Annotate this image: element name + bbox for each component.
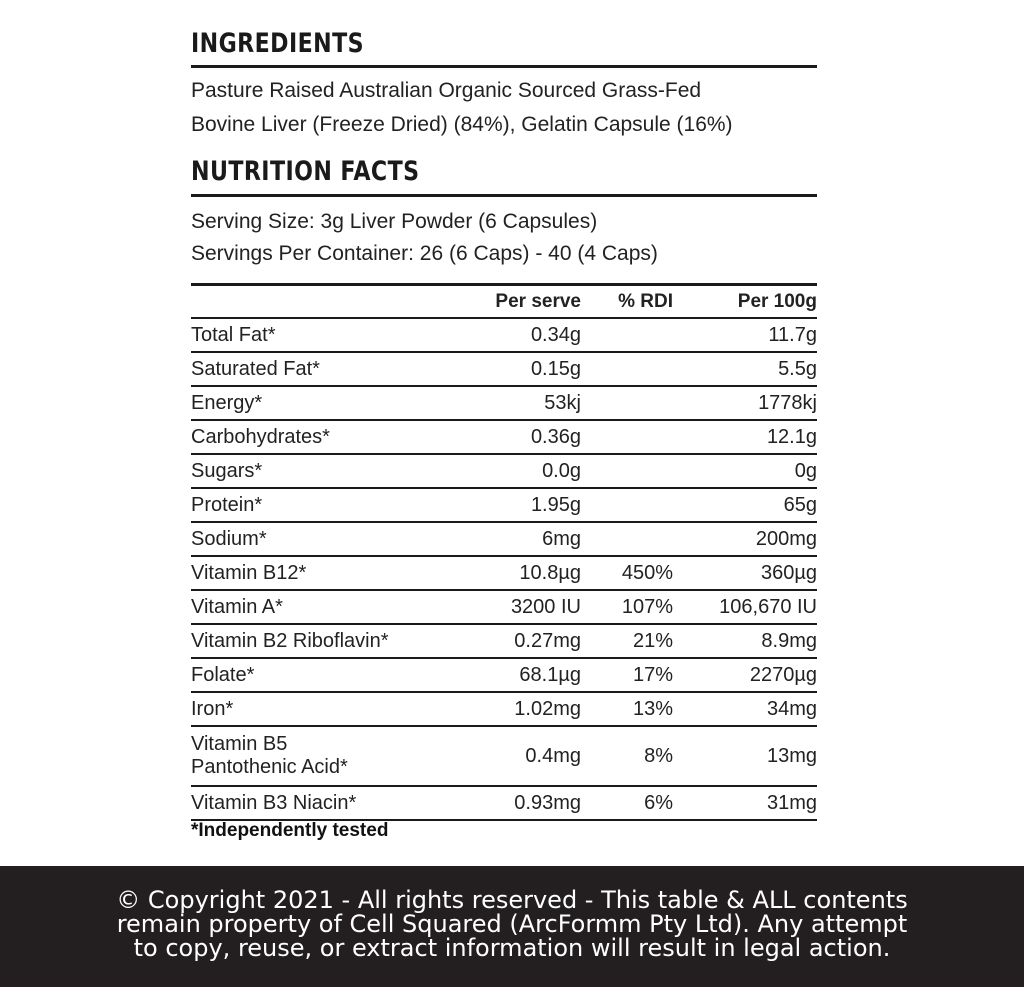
- per-100g-value: 12.1g: [673, 420, 817, 454]
- nutrient-name: Total Fat*: [191, 318, 471, 352]
- per-serve-value: 0.93mg: [471, 786, 581, 820]
- per-100g-value: 200mg: [673, 522, 817, 556]
- nutrition-table: [191, 287, 817, 821]
- copyright-line: remain property of Cell Squared (ArcFormm Pty Ltd). Any attempt: [116, 910, 908, 938]
- table-row: [191, 420, 817, 454]
- copyright-line: to copy, reuse, or extract information will result in legal action.: [133, 934, 891, 962]
- nutrition-rule: [191, 194, 817, 197]
- copyright-footer: [0, 866, 1024, 987]
- table-row: [191, 386, 817, 420]
- per-serve-value: 6mg: [471, 522, 581, 556]
- column-header-rdi: % RDI: [581, 287, 673, 318]
- per-serve-value: 0.4mg: [471, 726, 581, 786]
- table-header-row: [191, 287, 817, 318]
- rdi-value: [581, 420, 673, 454]
- table-row: [191, 692, 817, 726]
- table-row: [191, 786, 817, 820]
- per-100g-value: 2270µg: [673, 658, 817, 692]
- nutrient-name: Energy*: [191, 386, 471, 420]
- nutrient-name: Protein*: [191, 488, 471, 522]
- per-serve-value: 0.36g: [471, 420, 581, 454]
- nutrient-name-line: Vitamin B5: [191, 733, 288, 755]
- nutrient-name: [191, 726, 471, 786]
- nutrient-name: Iron*: [191, 692, 471, 726]
- table-row: [191, 522, 817, 556]
- table-row: [191, 454, 817, 488]
- per-100g-value: 11.7g: [673, 318, 817, 352]
- per-100g-value: 13mg: [673, 726, 817, 786]
- table-row: [191, 318, 817, 352]
- rdi-value: 21%: [581, 624, 673, 658]
- nutrition-heading: NUTRITION FACTS: [191, 156, 420, 187]
- per-serve-value: 53kj: [471, 386, 581, 420]
- column-header-per-serve: Per serve: [471, 287, 581, 318]
- table-row: [191, 590, 817, 624]
- rdi-value: 450%: [581, 556, 673, 590]
- rdi-value: 17%: [581, 658, 673, 692]
- ingredients-line: Pasture Raised Australian Organic Sourced Grass-Fed: [191, 79, 702, 102]
- serving-size: Serving Size: 3g Liver Powder (6 Capsules): [191, 210, 598, 233]
- nutrient-name: Carbohydrates*: [191, 420, 471, 454]
- per-serve-value: 1.02mg: [471, 692, 581, 726]
- table-row: [191, 352, 817, 386]
- table-row: [191, 556, 817, 590]
- rdi-value: [581, 318, 673, 352]
- rdi-value: [581, 488, 673, 522]
- rdi-value: 13%: [581, 692, 673, 726]
- per-serve-value: 3200 IU: [471, 590, 581, 624]
- rdi-value: [581, 454, 673, 488]
- table-top-rule: [191, 283, 817, 286]
- per-serve-value: 10.8µg: [471, 556, 581, 590]
- per-100g-value: 106,670 IU: [673, 590, 817, 624]
- ingredients-line: Bovine Liver (Freeze Dried) (84%), Gelatin Capsule (16%): [191, 113, 733, 136]
- nutrient-name: Folate*: [191, 658, 471, 692]
- copyright-line: © Copyright 2021 - All rights reserved - This table & ALL contents: [116, 886, 908, 914]
- servings-per-container: Servings Per Container: 26 (6 Caps) - 40 (4 Caps): [191, 242, 658, 265]
- per-100g-value: 34mg: [673, 692, 817, 726]
- rdi-value: 6%: [581, 786, 673, 820]
- rdi-value: 8%: [581, 726, 673, 786]
- per-100g-value: 5.5g: [673, 352, 817, 386]
- rdi-value: 107%: [581, 590, 673, 624]
- per-100g-value: 0g: [673, 454, 817, 488]
- ingredients-rule: [191, 65, 817, 68]
- per-serve-value: 0.0g: [471, 454, 581, 488]
- nutrient-name: Saturated Fat*: [191, 352, 471, 386]
- table-row: [191, 726, 817, 786]
- rdi-value: [581, 522, 673, 556]
- rdi-value: [581, 386, 673, 420]
- table-row: [191, 658, 817, 692]
- per-serve-value: 0.15g: [471, 352, 581, 386]
- nutrient-name: Sodium*: [191, 522, 471, 556]
- table-row: [191, 624, 817, 658]
- per-100g-value: 31mg: [673, 786, 817, 820]
- nutrient-name: Sugars*: [191, 454, 471, 488]
- column-header-nutrient: [191, 287, 471, 318]
- table-row: [191, 488, 817, 522]
- copyright-notice: [0, 888, 1024, 960]
- per-serve-value: 0.27mg: [471, 624, 581, 658]
- footnote: *Independently tested: [191, 820, 389, 841]
- ingredients-heading: INGREDIENTS: [191, 28, 364, 59]
- per-100g-value: 65g: [673, 488, 817, 522]
- per-serve-value: 0.34g: [471, 318, 581, 352]
- per-100g-value: 1778kj: [673, 386, 817, 420]
- column-header-per-100g: Per 100g: [673, 287, 817, 318]
- per-100g-value: 360µg: [673, 556, 817, 590]
- per-serve-value: 1.95g: [471, 488, 581, 522]
- per-100g-value: 8.9mg: [673, 624, 817, 658]
- nutrient-name: Vitamin B2 Riboflavin*: [191, 624, 471, 658]
- nutrient-name: Vitamin B3 Niacin*: [191, 786, 471, 820]
- nutrient-name-line: Pantothenic Acid*: [191, 756, 348, 778]
- per-serve-value: 68.1µg: [471, 658, 581, 692]
- nutrient-name: Vitamin A*: [191, 590, 471, 624]
- nutrient-name: Vitamin B12*: [191, 556, 471, 590]
- rdi-value: [581, 352, 673, 386]
